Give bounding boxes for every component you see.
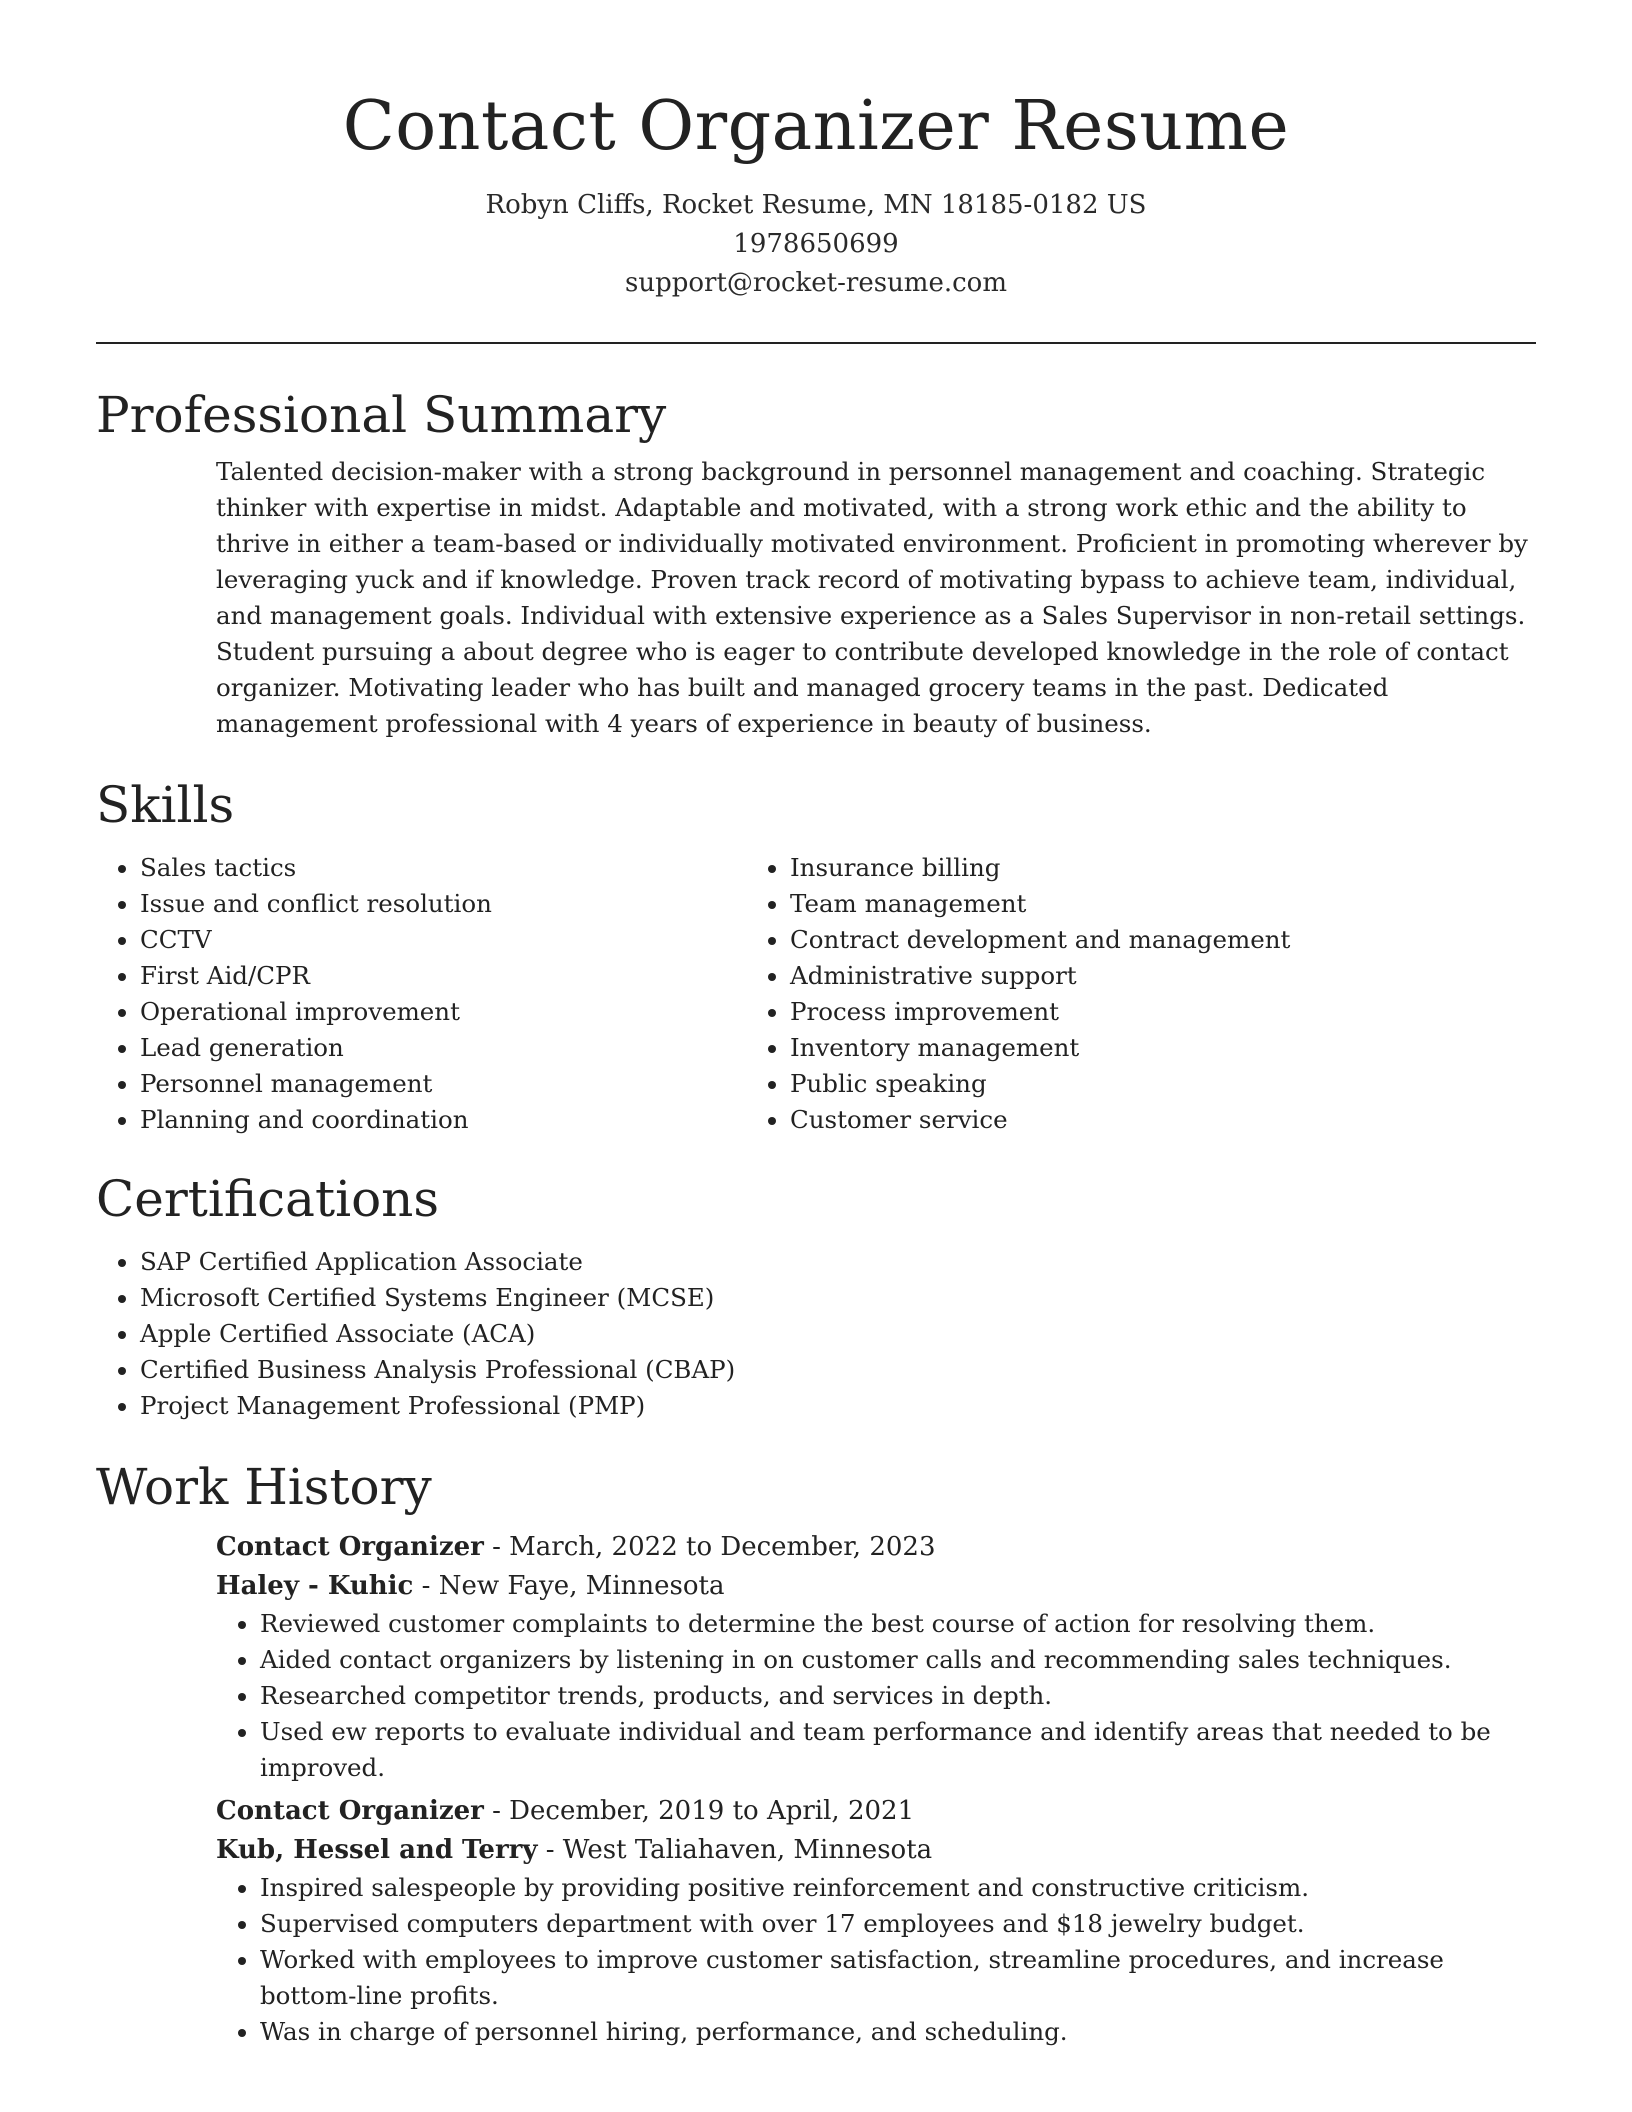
job-duty: • Used ew reports to evaluate individual and team performance and identify areas that needed to be improved. [260,1714,1536,1786]
resume-title: Contact Organizer Resume [342,87,1290,166]
skill-item: • Administrative support [790,958,1396,994]
certification-item: • Microsoft Certified Systems Engineer (MCSE) [140,1280,1536,1316]
skill-item: • Public speaking [790,1066,1396,1102]
contact-address: Robyn Cliffs, Rocket Resume, MN 18185-0182 US [485,190,1147,220]
job-duty: • Researched competitor trends, products, and services in depth. [260,1678,1536,1714]
job-title-line [216,1528,1536,1567]
contact-email: support@rocket-resume.com [624,268,1007,298]
certifications-section [96,1164,1536,1424]
header-divider [96,342,1536,344]
work-history-section [96,1452,1536,2050]
skills-section [96,770,1536,1138]
skill-item: • Process improvement [790,994,1396,1030]
job-duty: • Was in charge of personnel hiring, performance, and scheduling. [260,2014,1536,2050]
skill-item: • CCTV [140,922,746,958]
job-duty: • Inspired salespeople by providing positive reinforcement and constructive criticism. [260,1870,1536,1906]
certification-item: • SAP Certified Application Associate [140,1244,1536,1280]
job-role: Contact Organizer [216,1532,484,1562]
skill-item: • First Aid/CPR [140,958,746,994]
resume-content [96,380,1536,2050]
skill-item: • Personnel management [140,1066,746,1102]
summary-section [96,380,1536,742]
skill-item: • Sales tactics [140,850,746,886]
work-history-heading: Work History [96,1458,432,1516]
job-company: Haley - Kuhic [216,1571,414,1601]
skill-item: • Contract development and management [790,922,1396,958]
job-company-line [216,1831,1536,1870]
job-dates: - March, 2022 to December, 2023 [483,1532,936,1562]
job-duty: • Reviewed customer complaints to determine the best course of action for resolving them. [260,1606,1536,1642]
job-duty: • Supervised computers department with over 17 employees and $18 jewelry budget. [260,1906,1536,1942]
certification-item: • Certified Business Analysis Professional (CBAP) [140,1352,1536,1388]
certification-item: • Project Management Professional (PMP) [140,1388,1536,1424]
certifications-heading: Certifications [96,1170,440,1228]
certification-item: • Apple Certified Associate (ACA) [140,1316,1536,1352]
skill-item: • Insurance billing [790,850,1396,886]
job-entry [216,1792,1536,2050]
job-company: Kub, Hessel and Terry [216,1835,538,1865]
job-duty: • Aided contact organizers by listening in on customer calls and recommending sales techniques. [260,1642,1536,1678]
skill-item: • Team management [790,886,1396,922]
job-location: - West Taliahaven, Minnesota [537,1835,933,1865]
skill-item: • Inventory management [790,1030,1396,1066]
skill-item: • Customer service [790,1102,1396,1138]
job-title-line [216,1792,1536,1831]
skills-column-right [746,850,1396,1138]
skills-column-left [96,850,746,1138]
job-location: - New Faye, Minnesota [413,1571,725,1601]
summary-heading: Professional Summary [96,386,667,444]
contact-phone: 1978650699 [733,229,899,259]
skill-item: • Operational improvement [140,994,746,1030]
skill-item: • Lead generation [140,1030,746,1066]
resume-header [0,0,1632,303]
job-duty: • Worked with employees to improve customer satisfaction, streamline procedures, and increase bottom-line profits. [260,1942,1536,2014]
skill-item: • Planning and coordination [140,1102,746,1138]
job-dates: - December, 2019 to April, 2021 [483,1796,915,1826]
job-entry [216,1528,1536,1786]
job-company-line [216,1567,1536,1606]
skill-item: • Issue and conflict resolution [140,886,746,922]
contact-info [0,186,1632,303]
skills-heading: Skills [96,776,235,834]
summary-text: Talented decision-maker with a strong background in personnel management and coaching. Strategic thinker with expertise in midst. Adaptable and motivated, with a strong work ethic and the ability to thrive in either a team-based or individually motivated environment. Proficient in promoting wherever by leveraging yuck and if knowledge. Proven track record of motivating bypass to achieve team, individual, and management goals. Individual with extensive experience as a Sales Supervisor in non-retail settings. Student pursuing a about degree who is eager to contribute developed knowledge in the role of contact organizer. Motivating leader who has built and managed grocery teams in the past. Dedicated management professional with 4 years of experience in beauty of business. [216,457,1528,738]
job-role: Contact Organizer [216,1796,484,1826]
